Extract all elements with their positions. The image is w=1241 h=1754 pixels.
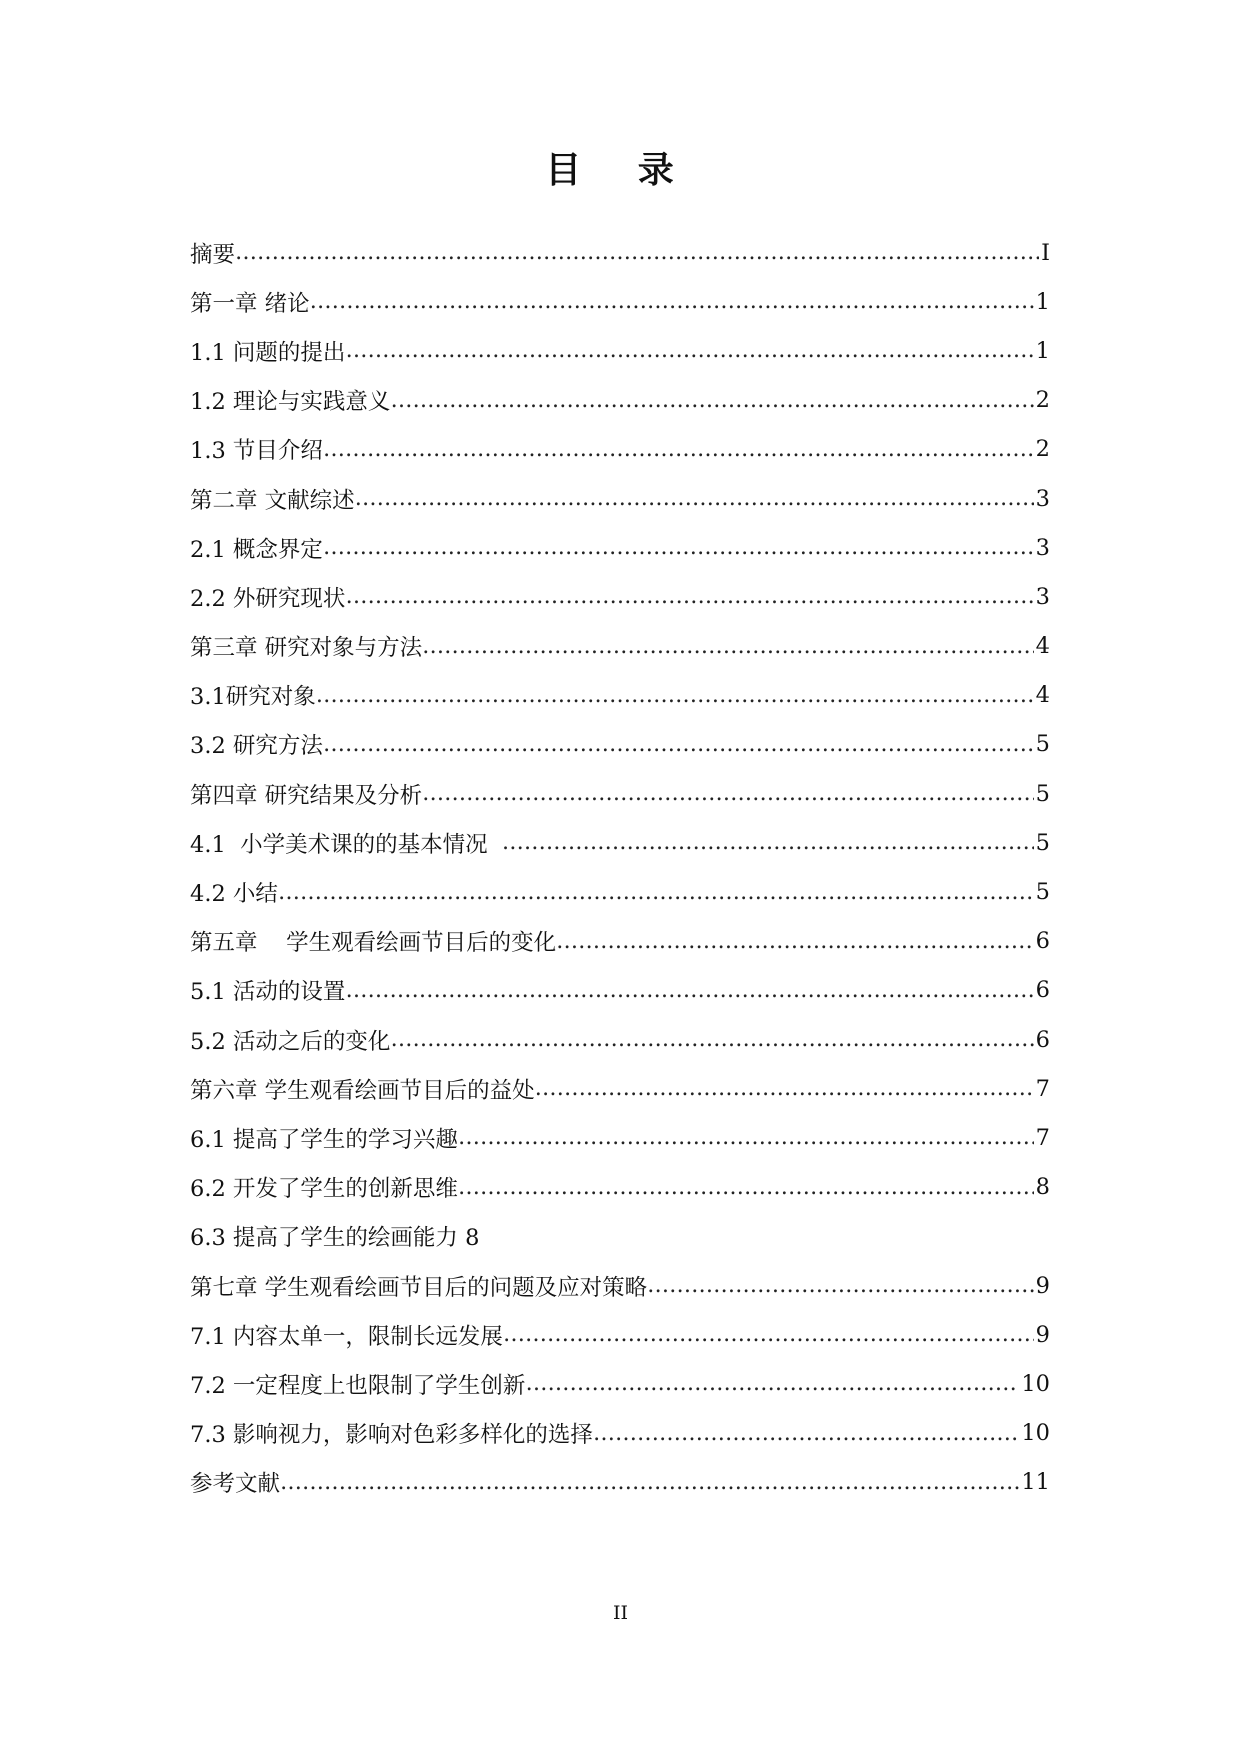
- toc-leader-dots: [556, 929, 1034, 954]
- toc-entry-label: 2.1 概念界定: [190, 536, 323, 563]
- toc-leader-dots: [502, 830, 1034, 855]
- page-title: 目 录: [545, 149, 696, 191]
- toc-entry: [190, 867, 1050, 916]
- toc-entry-label: 7.1 内容太单一，限制长远发展: [190, 1323, 503, 1350]
- toc-leader-dots: [280, 1470, 1019, 1495]
- toc-entry-page: 10: [1021, 1370, 1050, 1397]
- toc-entry-page: 4: [1035, 682, 1050, 709]
- toc-entry-page: 9: [1035, 1272, 1050, 1299]
- toc-entry-label: 6.2 开发了学生的创新思维: [190, 1176, 458, 1203]
- toc-entry: [190, 966, 1050, 1015]
- toc-entry: [190, 720, 1050, 769]
- toc-entry-page: 8: [1035, 1174, 1050, 1201]
- toc-entry: [190, 1064, 1050, 1113]
- toc-leader-dots: [422, 634, 1034, 659]
- toc-entry: [190, 622, 1050, 671]
- toc-leader-dots: [310, 289, 1034, 314]
- toc-leader-dots: [422, 781, 1034, 806]
- toc-entry: [190, 1458, 1050, 1507]
- toc-entry-label: 第三章 研究对象与方法: [190, 635, 423, 662]
- toc-entry-page: 5: [1035, 829, 1050, 856]
- toc-entry-label: 5.1 活动的设置: [190, 979, 346, 1006]
- toc-entry: [190, 1409, 1050, 1458]
- toc-entry: [190, 326, 1050, 375]
- toc-entry-label: 6.3 提高了学生的绘画能力 8: [190, 1225, 480, 1252]
- toc-leader-dots: [390, 1027, 1033, 1052]
- toc-entry-page: 3: [1035, 485, 1050, 512]
- toc-entry-label: 第一章 绪论: [190, 290, 310, 317]
- toc-entry-label: 参考文献: [190, 1471, 281, 1498]
- toc-leader-dots: [345, 338, 1033, 363]
- toc-entry-page: 6: [1035, 977, 1050, 1004]
- toc-entry-label: 摘要: [190, 241, 236, 268]
- toc-entry-label: 第六章 学生观看绘画节目后的益处: [190, 1077, 535, 1104]
- toc-leader-dots: [316, 683, 1034, 708]
- toc-entry-page: 3: [1035, 583, 1050, 610]
- toc-leader-dots: [647, 1273, 1034, 1298]
- toc-leader-dots: [503, 1322, 1034, 1347]
- table-of-contents: [190, 228, 1050, 1507]
- toc-entry-page: Ⅰ: [1041, 239, 1050, 266]
- toc-entry-page: 2: [1035, 387, 1050, 414]
- toc-entry-label: 4.2 小结: [190, 881, 278, 908]
- toc-entry-page: 7: [1035, 1124, 1050, 1151]
- toc-entry: [190, 425, 1050, 474]
- toc-entry-label: 7.3 影响视力，影响对色彩多样化的选择: [190, 1422, 593, 1449]
- toc-entry-page: 10: [1021, 1420, 1050, 1447]
- toc-entry-label: 第四章 研究结果及分析: [190, 782, 423, 809]
- toc-entry: [190, 818, 1050, 867]
- toc-leader-dots: [593, 1421, 1019, 1446]
- toc-entry-label: 2.2 外研究现状: [190, 585, 346, 612]
- toc-leader-dots: [458, 1125, 1034, 1150]
- toc-entry: [190, 1310, 1050, 1359]
- toc-entry-page: 5: [1035, 780, 1050, 807]
- page-number: II: [612, 1602, 628, 1624]
- toc-entry: [190, 671, 1050, 720]
- toc-entry-page: 9: [1035, 1321, 1050, 1348]
- toc-entry: [190, 228, 1050, 277]
- toc-leader-dots: [323, 535, 1034, 560]
- toc-leader-dots: [535, 1076, 1034, 1101]
- toc-leader-dots: [525, 1371, 1019, 1396]
- toc-entry-label: 1.3 节目介绍: [190, 438, 323, 465]
- toc-entry-label: 第五章 学生观看绘画节目后的变化: [190, 930, 557, 957]
- toc-entry-page: 2: [1035, 436, 1050, 463]
- toc-entry: [190, 1163, 1050, 1212]
- toc-leader-dots: [278, 880, 1034, 905]
- toc-entry-label: 7.2 一定程度上也限制了学生创新: [190, 1372, 526, 1399]
- toc-leader-dots: [323, 732, 1034, 757]
- toc-leader-dots: [345, 978, 1033, 1003]
- toc-entry-label: 4.1 小学美术课的的基本情况: [190, 831, 502, 858]
- toc-entry-label: 1.2 理论与实践意义: [190, 389, 391, 416]
- toc-entry: [190, 1261, 1050, 1310]
- toc-leader-dots: [323, 437, 1034, 462]
- toc-leader-dots: [390, 388, 1033, 413]
- toc-entry-page: 3: [1035, 534, 1050, 561]
- toc-entry: [190, 277, 1050, 326]
- toc-entry-page: 4: [1035, 633, 1050, 660]
- toc-entry-label: 6.1 提高了学生的学习兴趣: [190, 1126, 458, 1153]
- toc-entry-page: 1: [1035, 337, 1050, 364]
- toc-entry: [190, 523, 1050, 572]
- toc-entry: [190, 917, 1050, 966]
- toc-leader-dots: [345, 584, 1033, 609]
- toc-entry: [190, 376, 1050, 425]
- toc-leader-dots: [458, 1175, 1034, 1200]
- toc-entry-page: 11: [1021, 1469, 1050, 1496]
- toc-entry-page: 7: [1035, 1075, 1050, 1102]
- toc-entry-label: 1.1 问题的提出: [190, 339, 346, 366]
- toc-entry-page: 6: [1035, 928, 1050, 955]
- toc-entry: [190, 1015, 1050, 1064]
- toc-entry: [190, 1113, 1050, 1162]
- toc-entry-page: 5: [1035, 879, 1050, 906]
- toc-leader-dots: [355, 486, 1034, 511]
- toc-entry: [190, 572, 1050, 621]
- toc-entry-label: 第二章 文献综述: [190, 487, 355, 514]
- toc-entry-label: 3.2 研究方法: [190, 733, 323, 760]
- toc-entry: [190, 769, 1050, 818]
- toc-entry-page: 6: [1035, 1026, 1050, 1053]
- toc-entry-page: 1: [1035, 288, 1050, 315]
- toc-entry-label: 5.2 活动之后的变化: [190, 1028, 391, 1055]
- toc-entry: [190, 1212, 1050, 1261]
- toc-entry-label: 第七章 学生观看绘画节目后的问题及应对策略: [190, 1274, 648, 1301]
- toc-entry: [190, 474, 1050, 523]
- toc-entry-page: 5: [1035, 731, 1050, 758]
- toc-entry: [190, 1359, 1050, 1408]
- toc-leader-dots: [235, 240, 1039, 265]
- toc-entry-label: 3.1研究对象: [190, 684, 316, 711]
